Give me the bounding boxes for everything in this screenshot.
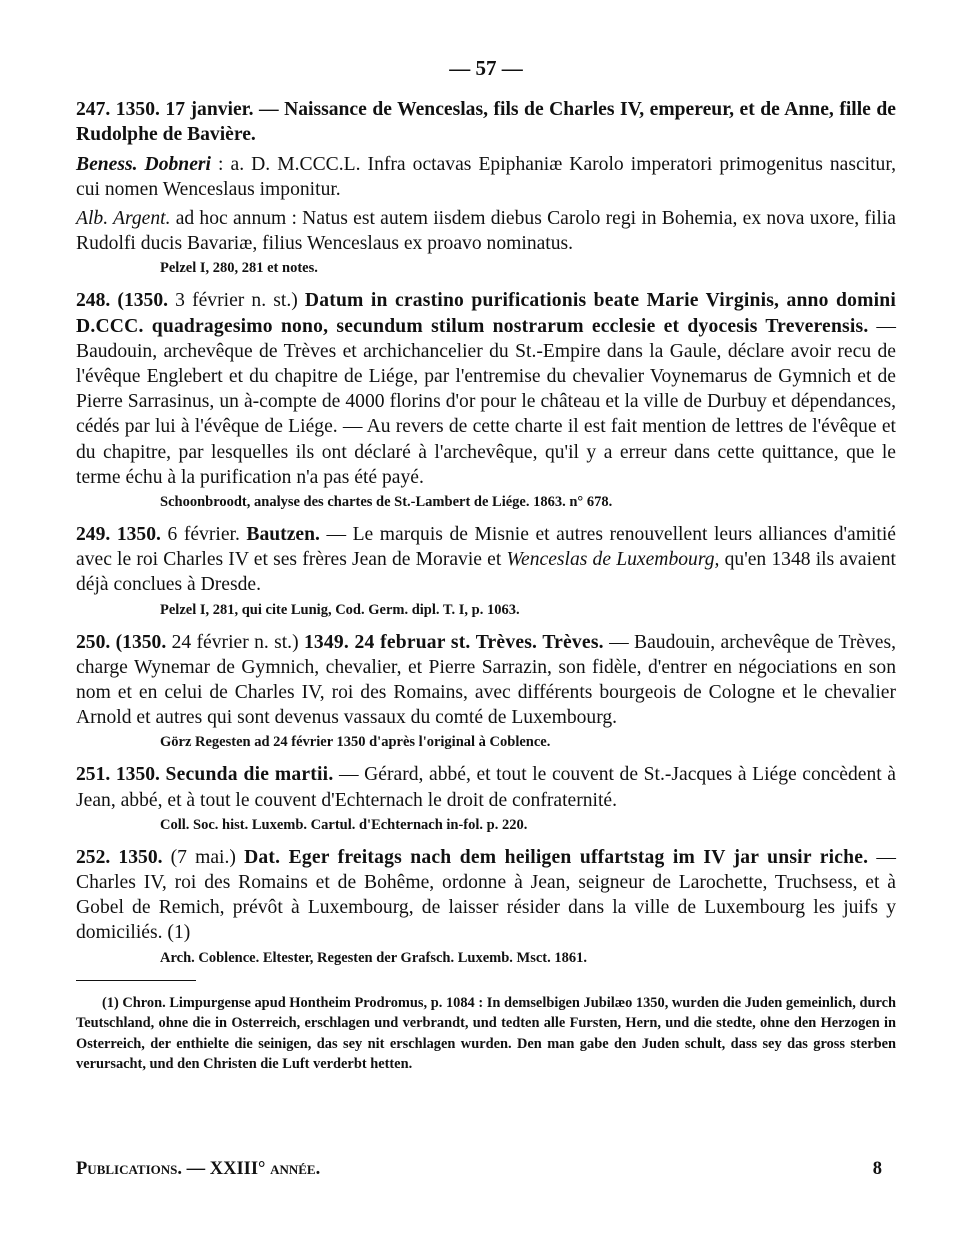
entry-text-segment: Dat. Eger freitags nach dem heiligen uffartstag im IV jar unsir riche. (244, 846, 869, 868)
entry-text-segment: Wenceslas de Luxembourg, (506, 549, 720, 571)
entry-source: Schoonbroodt, analyse des chartes de St.-Lambert de Liége. 1863. n° 678. (160, 494, 613, 511)
entry-text (76, 288, 896, 490)
citation-segment: : a. D. M.CCC.L. Infra octavas Epiphaniæ Karolo imperatori primogenitus nascitur, cui nomen Wenceslaus imponitur. (76, 153, 896, 200)
entry-text (76, 845, 896, 946)
entry-citation (76, 152, 896, 202)
entry-text-segment: 6 février. (160, 524, 247, 546)
entry-source: Pelzel I, 281, qui cite Lunig, Cod. Germ. dipl. T. I, p. 1063. (160, 601, 520, 618)
entry-text-segment: 24 février n. st.) (166, 631, 304, 653)
entry-248 (76, 288, 896, 512)
entry-source: Arch. Coblence. Eltester, Regesten der Grafsch. Luxemb. Msct. 1861. (160, 949, 588, 966)
entry-text-segment: 249. 1350. (76, 524, 161, 546)
entry-source: Coll. Soc. hist. Luxemb. Cartul. d'Echternach in-fol. p. 220. (160, 816, 528, 833)
entry-text (76, 97, 896, 147)
entry-source: Pelzel I, 280, 281 et notes. (160, 260, 318, 277)
entry-text-segment: 250. (1350. (76, 631, 167, 653)
page-number: — 57 — (449, 56, 523, 80)
footnote-rule (76, 980, 196, 981)
entry-text-segment: Secunda die martii. (165, 764, 334, 786)
entry-text-segment: (7 mai.) (162, 846, 245, 868)
entries-list (76, 97, 896, 967)
entry-text-segment: 252. 1350. (76, 846, 163, 868)
entry-text-segment: — Baudouin, archevêque de Trèves, charge Wynemar de Gymnich, chevalier, et Pierre Sarrazin, son fidèle, d'entrer en négociations en son nom et en celui de Charles IV, roi des Romains, avec différents bourgeois de Cologne et le chevalier Arnold et autres qui sont devenus vassaux du comté de Luxembourg. (76, 631, 896, 729)
footer-sheet-number: 8 (872, 1159, 882, 1179)
footnote: (1) Chron. Limpurgense apud Hontheim Prodromus, p. 1084 : In demselbigen Jubilæo 1350, wurden die Juden gemeinlich, durch Teutschland, ohne die in Osterreich, erschlagen und verbrandt, und tedten alle Fursten, Hern, und die stedte, ohne den Herzogen in Osterreich, der enthielte die seinigen, das sey nit erschlagen wurden. Den man gabe den Juden schult, dass sey das gross sterben verursacht, und den Christen die Luft verderbt hetten. (76, 994, 896, 1073)
entry-252 (76, 845, 896, 968)
entry-text-segment: 248. (1350. (76, 290, 169, 312)
footer-publication: Publications. — XXIII° année. (76, 1159, 321, 1179)
entry-text-segment: — Baudouin, archevêque de Trèves et archichancelier du St.-Empire dans la Gaule, déclare avoir recu de l'évêque Englebert et du chapitre de Liége, par l'entremise du chevalier Voynemarus de Gymnich et de Pierre Sarrasinus, un à-compte de 4000 florins d'or pour le château et la ville de Durbuy et dépendances, cédés par lui à l'évêque de Liége. — Au revers de cette charte il est fait mention de lettres de l'évêque et du chapitre, par lesquelles ils ont déclaré à l'archevêque, qu'il y a erreur dans cette quittance, que le terme échu à la purification n'a pas été payé. (76, 315, 896, 488)
entry-text (76, 762, 896, 812)
entry-text-segment: — Charles IV, roi des Romains et de Bohême, ordonne à Jean, seigneur de Larochette, Truchsess, et à Gobel de Remich, prévôt à Luxembourg, de laisser résider dans la ville de Luxembourg les juifs y domiciliés. (1) (76, 846, 896, 944)
entry-source: Görz Regesten ad 24 février 1350 d'après l'original à Coblence. (160, 734, 551, 751)
entry-text-segment: 251. 1350. (76, 764, 160, 786)
entry-text-segment: 247. 1350. 17 janvier. (76, 99, 254, 121)
entry-text (76, 522, 896, 598)
entry-250 (76, 630, 896, 753)
citation-segment: Alb. Argent. (76, 208, 171, 230)
entry-text-segment: — Naissance de Wenceslas, fils de Charles IV, empereur, et de Anne, fille de Rudolphe de Bavière. (76, 99, 896, 146)
citation-segment: ad hoc annum : Natus est autem iisdem diebus Carolo regi in Bohemia, ex nova uxore, filia Rudolfi ducis Bavariæ, filius Wenceslaus ex proavo nominatus. (76, 208, 896, 255)
entry-text-segment: qu'en 1348 ils avaient déjà conclues à Dresde. (76, 549, 896, 596)
entry-247 (76, 97, 896, 278)
entry-text-segment: Datum in crastino purificationis beate Marie Virginis, anno domini D.CCC. quadragesimo nono, secundum stilum nostrarum ecclesie et dyocesis Treverensis. (76, 290, 896, 337)
entry-text-segment: 3 février n. st.) (168, 290, 305, 312)
entry-text-segment: Bautzen. (246, 524, 320, 546)
entry-251 (76, 762, 896, 834)
entry-text-segment: — Gérard, abbé, et tout le couvent de St.-Jacques à Liége concèdent à Jean, abbé, et à tout le couvent d'Echternach le droit de confraternité. (76, 764, 896, 811)
entry-citation (76, 206, 896, 256)
entry-text (76, 630, 896, 731)
citation-segment: Beness. Dobneri (76, 153, 211, 175)
entry-249 (76, 522, 896, 620)
document-page (76, 56, 896, 1075)
page-footer (76, 1159, 882, 1180)
entry-text-segment: — Le marquis de Misnie et autres renouvellent leurs alliances d'amitié avec le roi Charles IV et ses frères Jean de Moravie et (76, 524, 896, 571)
entry-text-segment: 1349. 24 februar st. Trèves. Trèves. (303, 631, 604, 653)
